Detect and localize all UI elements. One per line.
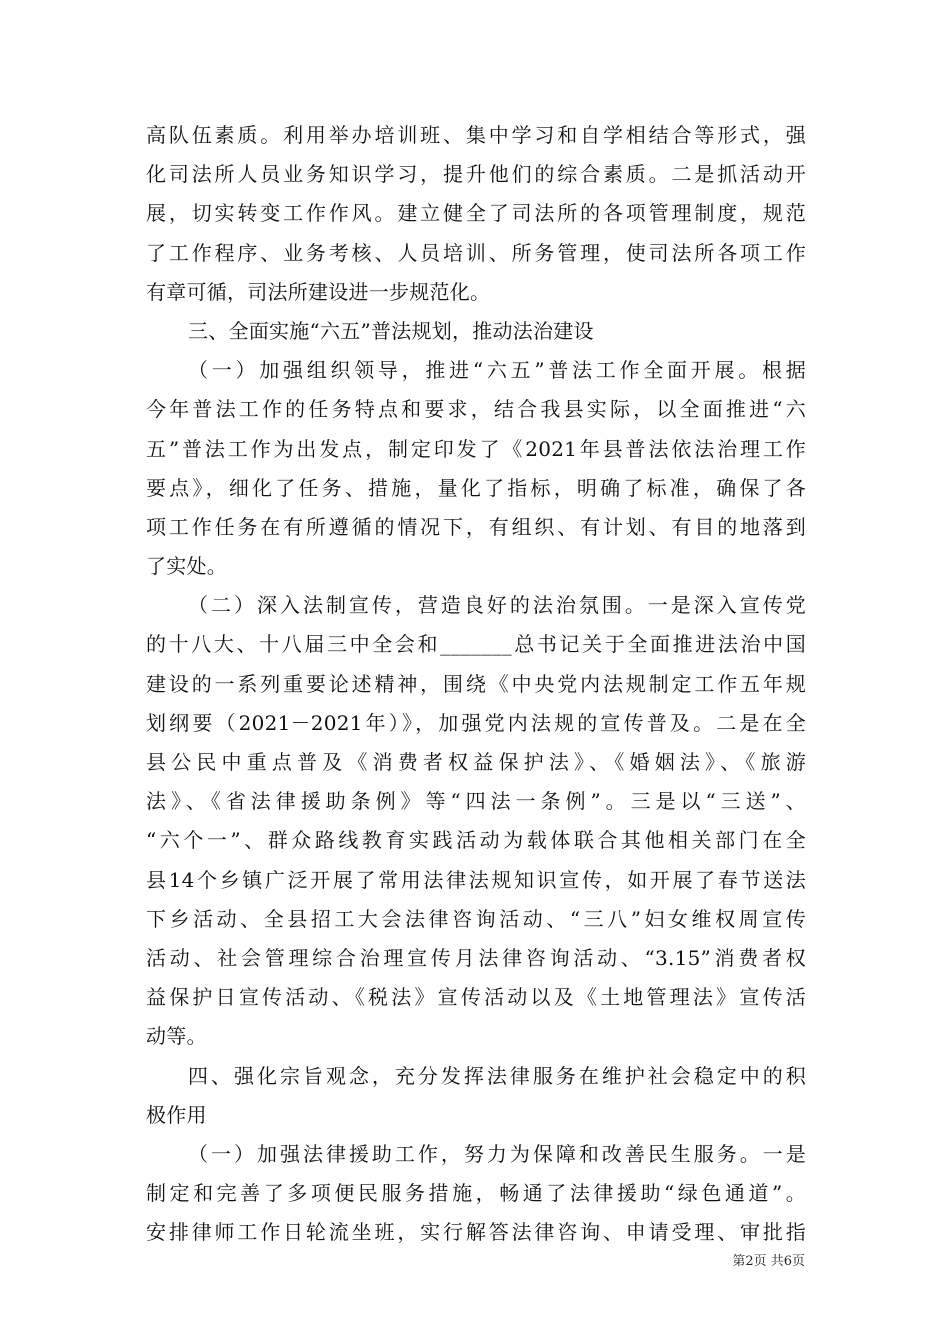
- text-line: 安排律师工作日轮流坐班，实行解答法律咨询、申请受理、审批指: [146, 1220, 806, 1245]
- text-line: “六个一”、群众路线教育实践活动为载体联合其他相关部门在全: [146, 828, 806, 853]
- paragraph-first-line: （一）加强法律援助工作，努力为保障和改善民生服务。一是: [188, 1141, 806, 1166]
- text-line: 今年普法工作的任务特点和要求，结合我县实际，以全面推进“六: [146, 397, 806, 422]
- section-heading: 极作用: [146, 1102, 207, 1127]
- text-line: 划纲要（2021－2021年）》，加强党内法规的宣传普及。二是在全: [146, 710, 806, 735]
- text-line: 化司法所人员业务知识学习，提升他们的综合素质。二是抓活动开: [146, 162, 806, 187]
- text-line: 了实处。: [146, 554, 227, 579]
- text-line: 制定和完善了多项便民服务措施，畅通了法律援助“绿色通道”。: [146, 1181, 806, 1206]
- text-line: 展，切实转变工作作风。建立健全了司法所的各项管理制度，规范: [146, 201, 806, 226]
- page-number: 第2页 共6页: [732, 1254, 805, 1269]
- section-heading: 四、强化宗旨观念，充分发挥法律服务在维护社会稳定中的积: [188, 1063, 806, 1088]
- paragraph-first-line: （二）深入法制宣传，营造良好的法治氛围。一是深入宣传党: [188, 593, 806, 618]
- section-heading: 三、全面实施“六五”普法规划，推动法治建设: [188, 318, 594, 343]
- text-line: 的十八大、十八届三中全会和_______总书记关于全面推进法治中国: [146, 632, 806, 657]
- paragraph-first-line: （一）加强组织领导，推进“六五”普法工作全面开展。根据: [188, 358, 806, 383]
- text-line: 有章可循，司法所建设进一步规范化。: [146, 279, 491, 304]
- text-line: 要点》，细化了任务、措施，量化了指标，明确了标准，确保了各: [146, 475, 806, 500]
- text-line: 县14个乡镇广泛开展了常用法律法规知识宣传，如开展了春节送法: [146, 867, 806, 892]
- text-line: 五”普法工作为出发点，制定印发了《2021年县普法依法治理工作: [146, 436, 806, 461]
- text-line: 活动、社会管理综合治理宣传月法律咨询活动、“3.15”消费者权: [146, 945, 806, 970]
- text-line: 益保护日宣传活动、《税法》宣传活动以及《土地管理法》宣传活: [146, 985, 806, 1010]
- text-line: 项工作任务在有所遵循的情况下，有组织、有计划、有目的地落到: [146, 514, 806, 539]
- text-line: 高队伍素质。利用举办培训班、集中学习和自学相结合等形式，强: [146, 123, 806, 147]
- text-line: 下乡活动、全县招工大会法律咨询活动、“三八”妇女维权周宣传: [146, 906, 806, 931]
- text-line: 法》、《省法律援助条例》等“四法一条例”。三是以“三送”、: [146, 789, 806, 814]
- document-body: [146, 116, 806, 1252]
- text-line: 动等。: [146, 1024, 207, 1049]
- text-line: 了工作程序、业务考核、人员培训、所务管理，使司法所各项工作: [146, 240, 806, 265]
- text-line: 县公民中重点普及《消费者权益保护法》、《婚姻法》、《旅游: [146, 750, 806, 774]
- text-line: 建设的一系列重要论述精神，围绕《中央党内法规制定工作五年规: [146, 671, 806, 696]
